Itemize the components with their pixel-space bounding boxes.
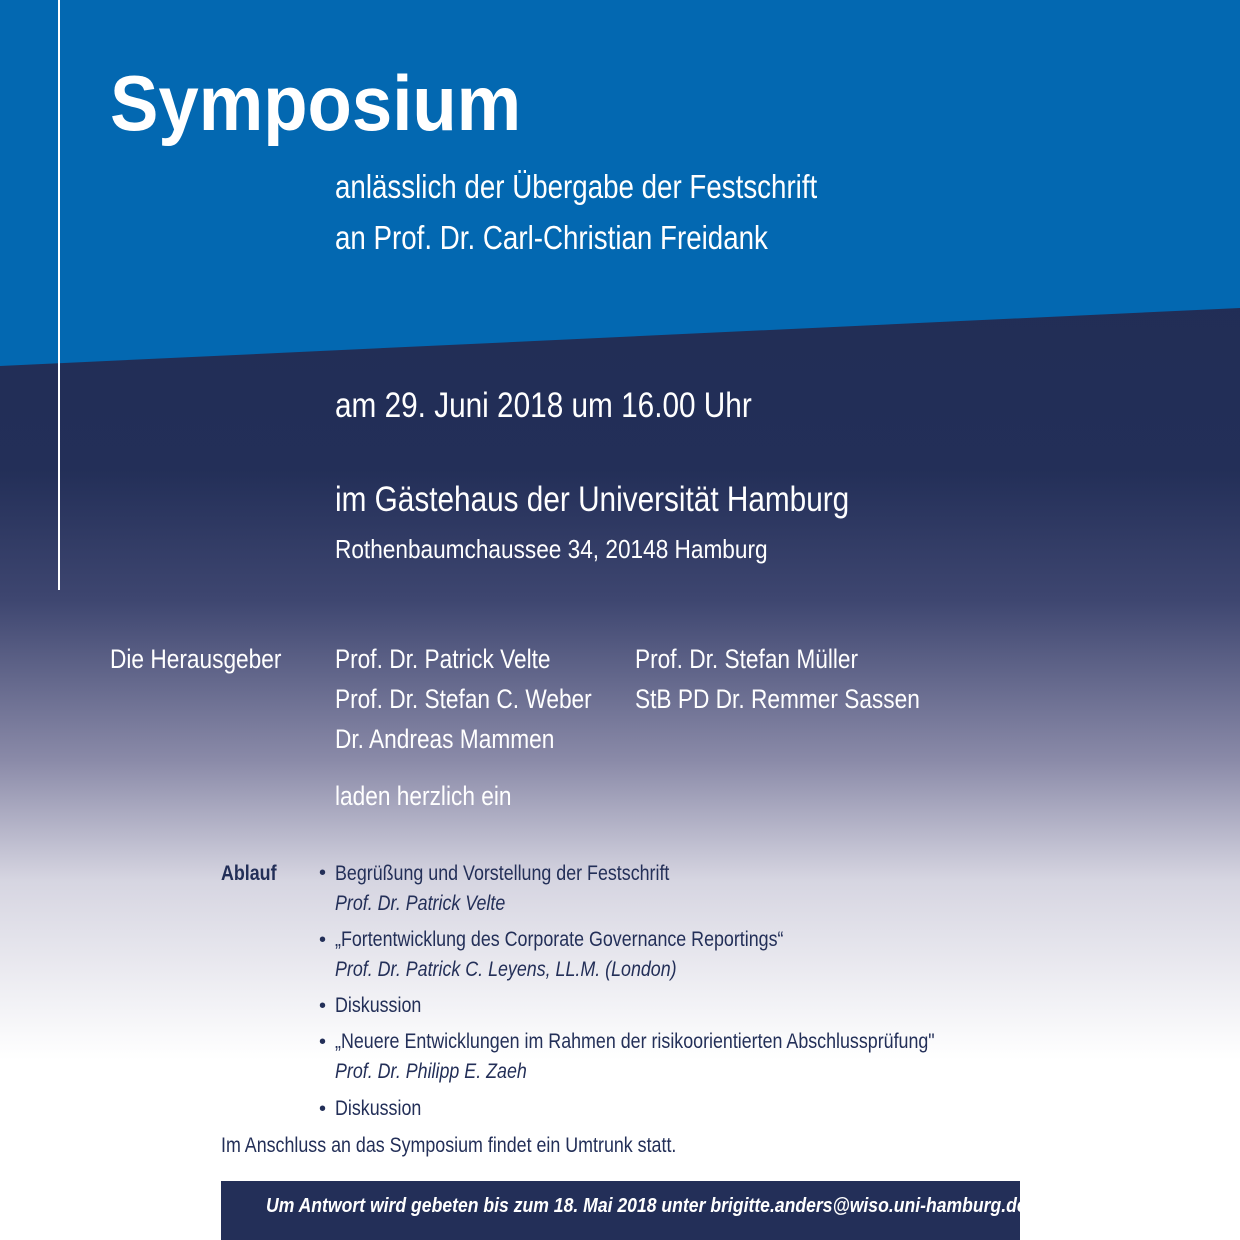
subtitle-line-1: anlässlich der Übergabe der Festschrift — [335, 168, 818, 205]
bullet-icon: • — [319, 1031, 327, 1053]
vertical-divider-line — [58, 0, 60, 590]
rsvp-text: Um Antwort wird gebeten bis zum 18. Mai 2018 unter brigitte.anders@wiso.uni-hamburg.de — [266, 1195, 1027, 1217]
event-venue: im Gästehaus der Universität Hamburg — [335, 480, 850, 519]
agenda-item-title: Diskussion — [335, 994, 422, 1017]
editor-name: Prof. Dr. Patrick Velte — [335, 644, 551, 674]
editor-name: StB PD Dr. Remmer Sassen — [635, 684, 920, 714]
agenda-item-speaker: Prof. Dr. Philipp E. Zaeh — [335, 1060, 527, 1083]
editor-name: Prof. Dr. Stefan Müller — [635, 644, 859, 674]
closing-note: Im Anschluss an das Symposium findet ein Umtrunk statt. — [221, 1134, 677, 1157]
rsvp-banner — [221, 1181, 1027, 1240]
bullet-icon: • — [319, 1098, 327, 1120]
editor-name: Dr. Andreas Mammen — [335, 724, 555, 754]
subtitle-line-2: an Prof. Dr. Carl-Christian Freidank — [335, 219, 768, 256]
agenda-item-title: „Fortentwicklung des Corporate Governance Reportings“ — [335, 928, 784, 951]
bullet-icon: • — [319, 862, 327, 884]
agenda-item-speaker: Prof. Dr. Patrick C. Leyens, LL.M. (London) — [335, 958, 677, 981]
agenda-item-title: „Neuere Entwicklungen im Rahmen der risikoorientierten Abschlussprüfung" — [335, 1030, 935, 1053]
page-title: Symposium — [110, 59, 522, 147]
editor-name: Prof. Dr. Stefan C. Weber — [335, 684, 592, 714]
bullet-icon: • — [319, 929, 327, 951]
bullet-icon: • — [319, 995, 327, 1017]
event-address: Rothenbaumchaussee 34, 20148 Hamburg — [335, 534, 768, 564]
editors-label: Die Herausgeber — [110, 644, 282, 674]
agenda-item-title: Begrüßung und Vorstellung der Festschrift — [335, 862, 670, 885]
agenda-item-title: Diskussion — [335, 1097, 422, 1120]
invitation-text: laden herzlich ein — [335, 781, 512, 811]
event-date: am 29. Juni 2018 um 16.00 Uhr — [335, 386, 752, 425]
agenda-item-speaker: Prof. Dr. Patrick Velte — [335, 892, 506, 915]
agenda-label: Ablauf — [221, 862, 277, 885]
